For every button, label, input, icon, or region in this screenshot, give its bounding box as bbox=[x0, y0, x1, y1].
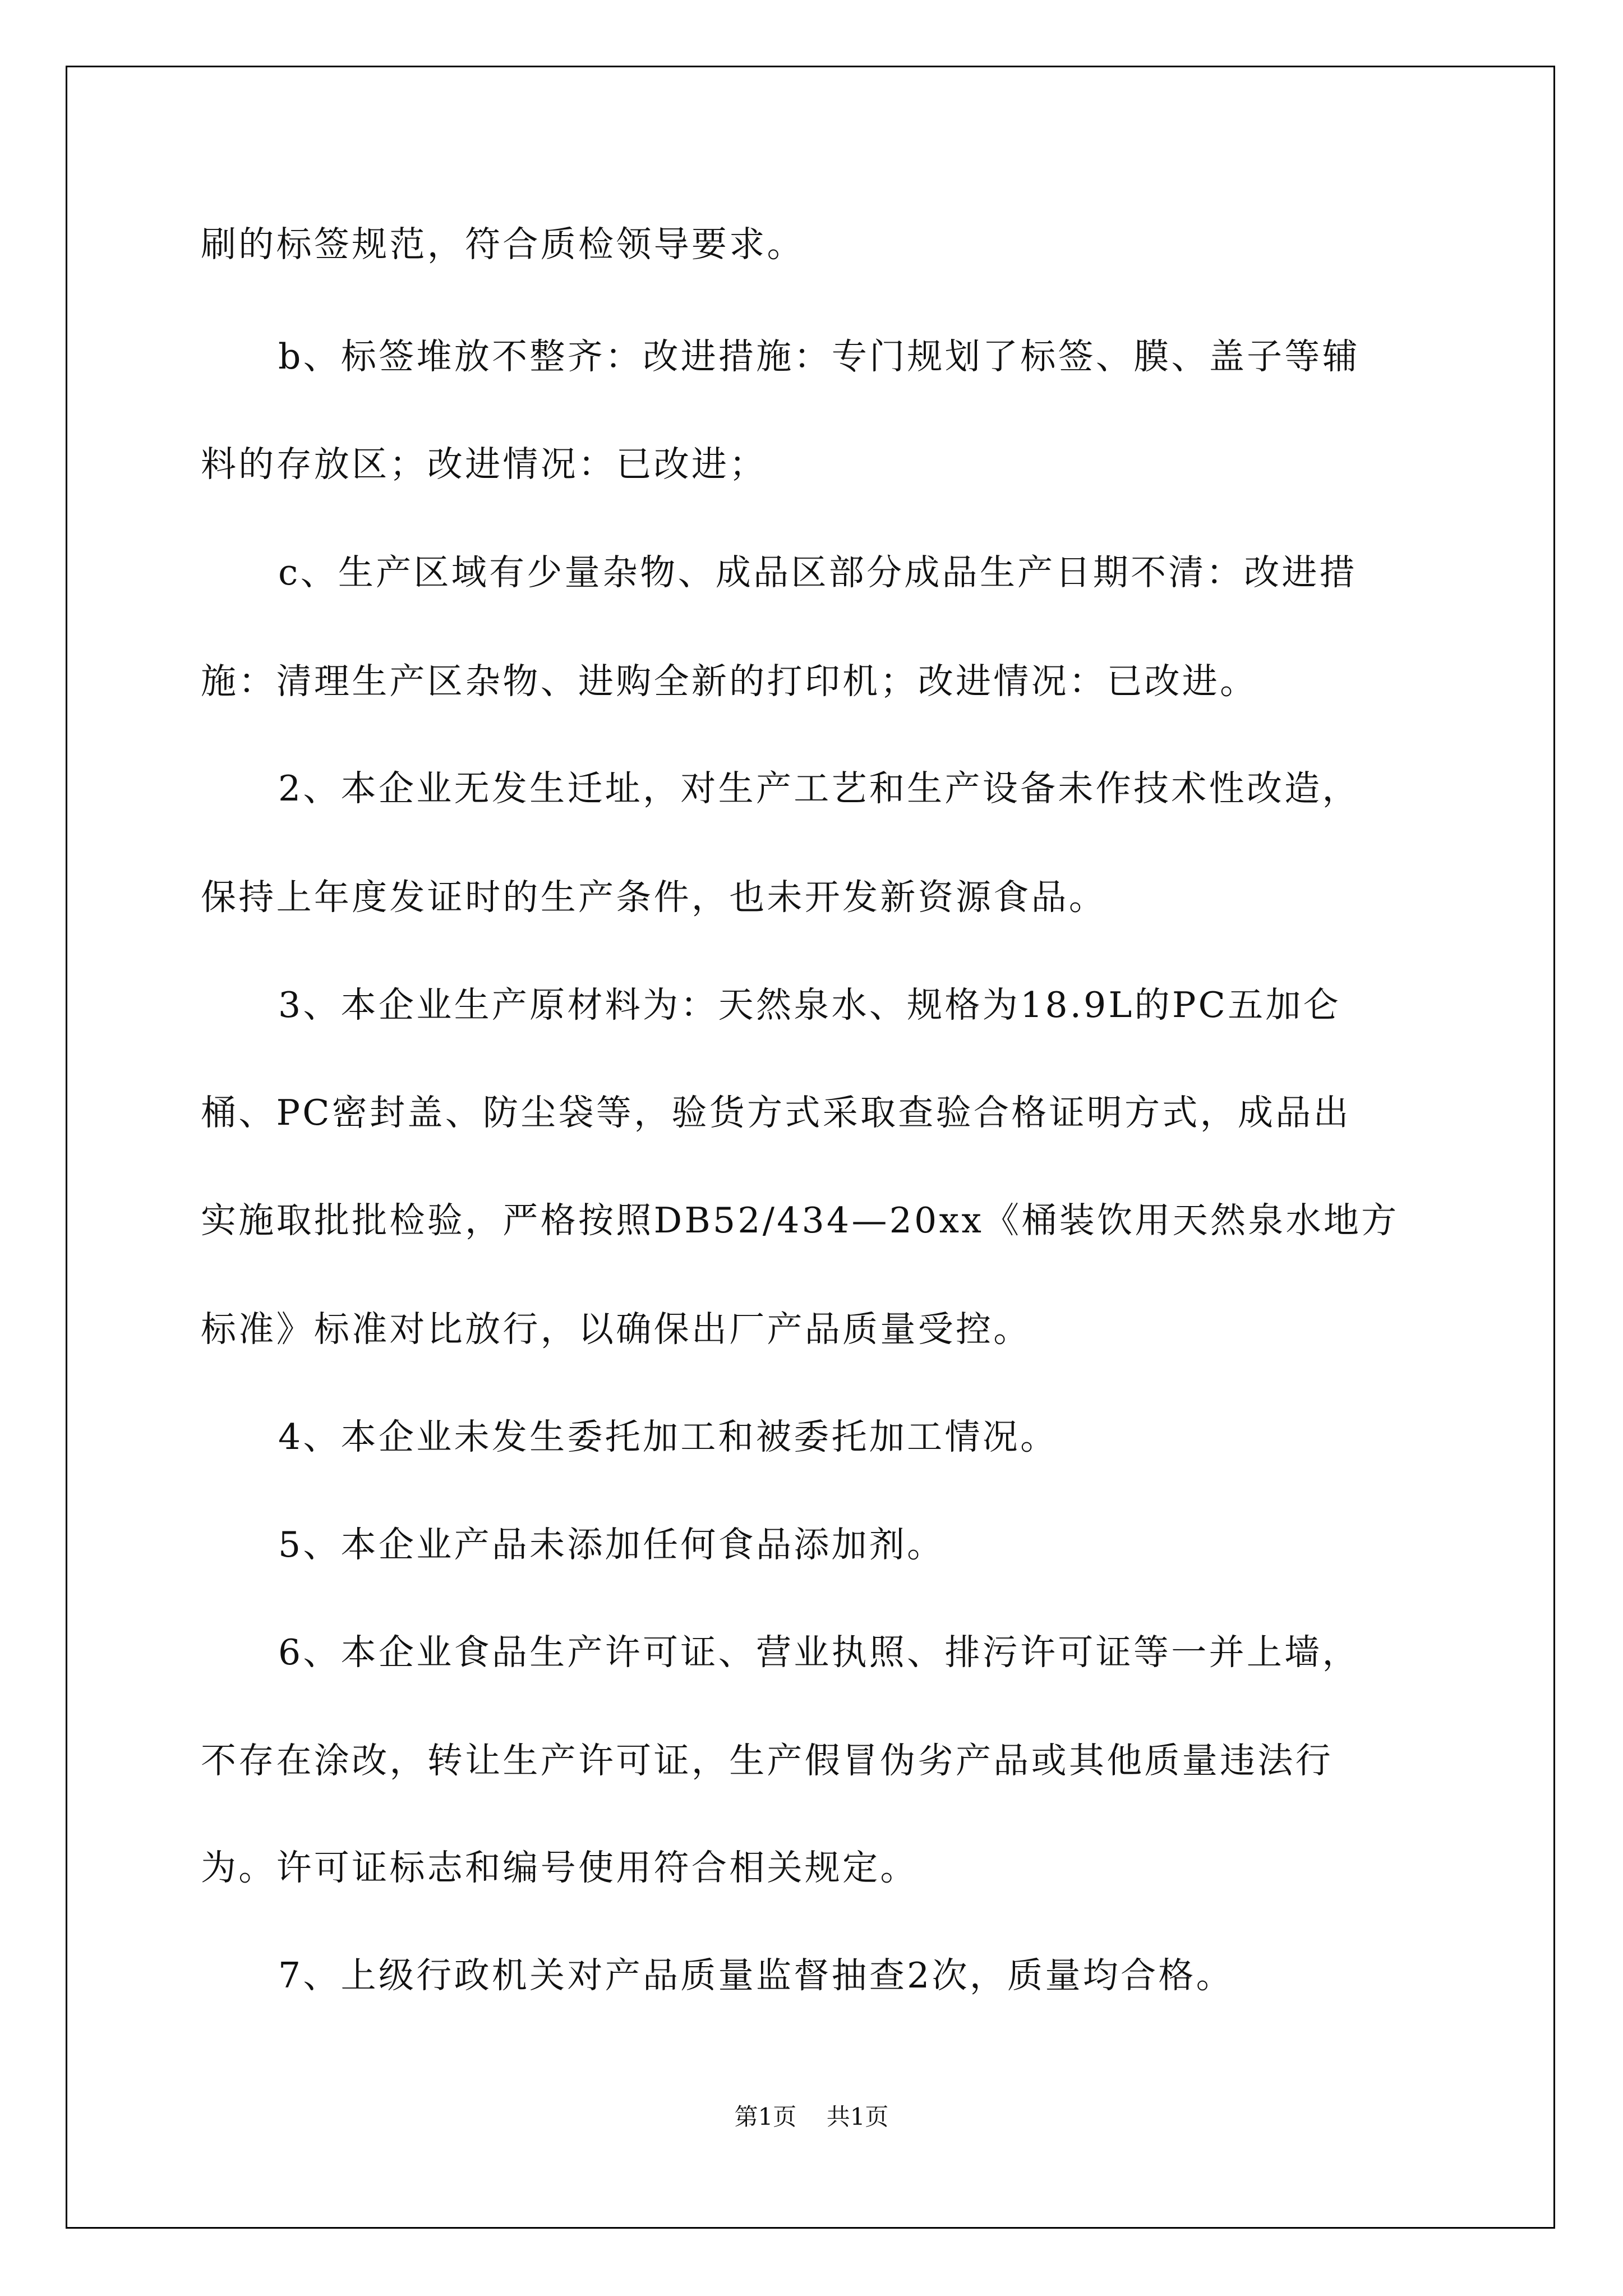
text-line-content: 为。许可证标志和编号使用符合相关规定。 bbox=[201, 1847, 918, 1888]
text-line-content: 3、本企业生产原材料为：天然泉水、规格为18.9L的PC五加仑 bbox=[278, 984, 1341, 1025]
text-line-content: 7、上级行政机关对产品质量监督抽查2次，质量均合格。 bbox=[278, 1955, 1234, 1996]
text-line-content: 5、本企业产品未添加任何食品添加剂。 bbox=[278, 1524, 945, 1565]
page-total: 共1页 bbox=[826, 2103, 889, 2131]
text-line-content: 刷的标签规范，符合质检领导要求。 bbox=[201, 224, 805, 265]
text-line-content: 施：清理生产区杂物、进购全新的打印机；改进情况：已改进。 bbox=[201, 661, 1258, 702]
text-line-content: 标准》标准对比放行，以确保出厂产品质量受控。 bbox=[201, 1309, 1031, 1350]
text-line-content: 料的存放区；改进情况：已改进； bbox=[201, 444, 767, 485]
text-line-content: 保持上年度发证时的生产条件，也未开发新资源食品。 bbox=[201, 877, 1107, 918]
text-line-content: 6、本企业食品生产许可证、营业执照、排污许可证等一并上墙， bbox=[278, 1632, 1360, 1673]
text-line-content: 不存在涂改，转让生产许可证，生产假冒伪劣产品或其他质量违法行 bbox=[201, 1740, 1333, 1781]
text-line-content: 2、本企业无发生迁址，对生产工艺和生产设备未作技术性改造， bbox=[278, 768, 1360, 809]
text-line-content: b、标签堆放不整齐：改进措施：专门规划了标签、膜、盖子等辅 bbox=[278, 336, 1361, 377]
page-number: 第1页 bbox=[734, 2103, 797, 2131]
page-border bbox=[66, 66, 1555, 2229]
text-line-content: 实施取批批检验，严格按照DB52/434—20xx《桶装饮用天然泉水地方 bbox=[201, 1200, 1399, 1241]
page-footer bbox=[0, 2102, 1623, 2132]
text-line-content: 4、本企业未发生委托加工和被委托加工情况。 bbox=[278, 1416, 1058, 1457]
text-line-content: c、生产区域有少量杂物、成品区部分成品生产日期不清：改进措 bbox=[278, 552, 1357, 593]
text-line-content: 桶、PC密封盖、防尘袋等，验货方式采取查验合格证明方式，成品出 bbox=[201, 1092, 1351, 1133]
